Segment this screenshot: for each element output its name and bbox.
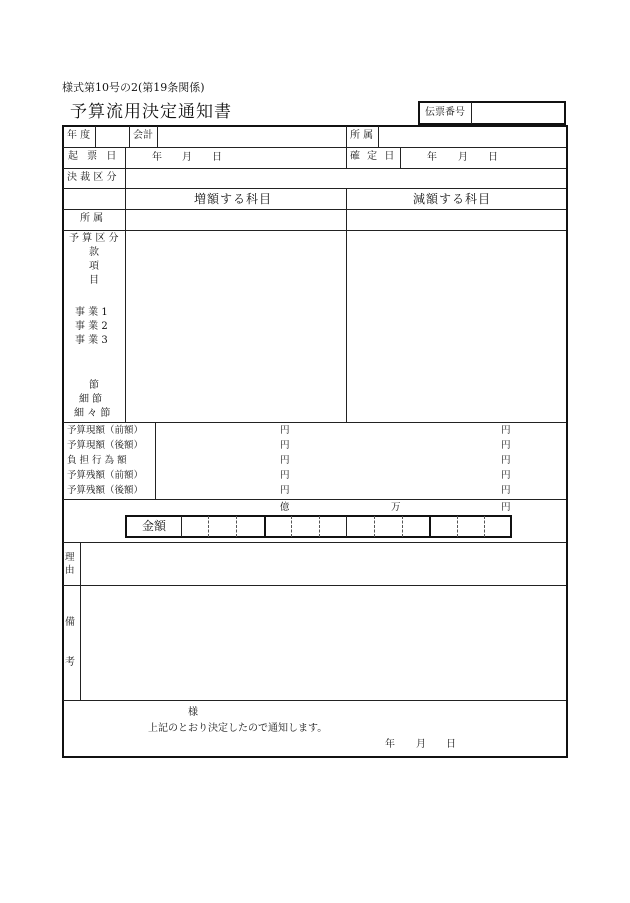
kakuteibi-nen: 年 <box>427 152 437 163</box>
saisetsu-label: 細 節 <box>79 394 103 405</box>
kihyobi-nen: 年 <box>152 152 162 163</box>
notice-tsuki: 月 <box>416 739 426 750</box>
yen-unit: 円 <box>280 455 290 466</box>
riyu-label: 由 <box>65 565 75 576</box>
jigyo3-label: 事 業 3 <box>75 335 108 346</box>
kihyobi-tsuki: 月 <box>182 152 192 163</box>
yen-unit: 円 <box>501 425 511 436</box>
jigyo1-label: 事 業 1 <box>75 307 108 318</box>
kingaku-label: 金額 <box>142 519 167 533</box>
jigyo2-label: 事 業 2 <box>75 321 108 332</box>
yen-unit: 円 <box>280 425 290 436</box>
kakuteibi-hi: 日 <box>488 152 498 163</box>
kihyobi-field[interactable] <box>126 149 345 167</box>
saisaisetsu-label: 細 々 節 <box>74 408 111 419</box>
yen-unit: 円 <box>280 485 290 496</box>
biko-field[interactable] <box>81 586 565 699</box>
kakuteibi-field[interactable] <box>401 149 565 167</box>
amount-row-label: 予算現額（後額） <box>67 440 144 451</box>
kessai-kubun-label: 決 裁 区 分 <box>67 172 117 183</box>
form-title: 予算流用決定通知書 <box>70 102 232 122</box>
voucher-number-label: 伝票番号 <box>425 107 465 118</box>
form-style-note: 様式第10号の2(第19条関係) <box>62 81 205 94</box>
kou-label: 項 <box>89 261 99 272</box>
notice-text: 上記のとおり決定したので通知します。 <box>148 723 328 734</box>
yen-unit: 円 <box>501 470 511 481</box>
sama-label: 様 <box>188 707 198 718</box>
riyu-field[interactable] <box>81 543 565 584</box>
yen-unit: 円 <box>501 440 511 451</box>
kan-label: 款 <box>89 247 99 258</box>
decrease-amounts-field[interactable] <box>347 423 565 498</box>
moku-label: 目 <box>89 275 99 286</box>
notice-nen: 年 <box>385 739 395 750</box>
kakuteibi-label: 確 定 日 <box>350 151 397 162</box>
shozoku2-label: 所 属 <box>80 213 104 224</box>
oku-unit: 億 <box>280 502 290 513</box>
amount-row-label: 予算残額（前額） <box>67 470 144 481</box>
yen-unit: 円 <box>501 485 511 496</box>
decrease-budget-items-field[interactable] <box>347 231 565 421</box>
increase-shozoku-field[interactable] <box>126 210 345 229</box>
yen-unit: 円 <box>501 455 511 466</box>
riyu-label: 理 <box>65 552 75 563</box>
voucher-number-field[interactable] <box>473 103 563 123</box>
yen-unit: 円 <box>280 440 290 451</box>
yosan-kubun-label: 予 算 区 分 <box>69 233 119 244</box>
yen-unit: 円 <box>501 502 511 513</box>
decrease-header: 減額する科目 <box>413 192 492 206</box>
decrease-shozoku-field[interactable] <box>347 210 565 229</box>
amount-row-label: 予算現額（前額） <box>67 425 144 436</box>
notice-hi: 日 <box>446 739 456 750</box>
amount-row-label: 予算残額（後額） <box>67 485 144 496</box>
increase-amounts-field[interactable] <box>156 423 345 498</box>
amount-row-label: 負 担 行 為 額 <box>67 455 127 466</box>
yen-unit: 円 <box>280 470 290 481</box>
increase-header: 増額する科目 <box>194 192 273 206</box>
biko-label: 備 <box>65 617 75 628</box>
kakuteibi-tsuki: 月 <box>458 152 468 163</box>
kihyobi-hi: 日 <box>212 152 222 163</box>
shozoku-label: 所 属 <box>350 130 374 141</box>
increase-budget-items-field[interactable] <box>126 231 345 421</box>
nendo-field[interactable] <box>96 127 128 146</box>
biko-label: 考 <box>65 657 75 668</box>
setsu-label: 節 <box>89 380 99 391</box>
kihyobi-label: 起 票 日 <box>68 151 120 162</box>
kingaku-digits-field[interactable] <box>182 517 510 536</box>
shozoku-field[interactable] <box>379 127 565 146</box>
kaikei-label: 会計 <box>133 130 153 141</box>
nendo-label: 年 度 <box>67 130 91 141</box>
kessai-kubun-field[interactable] <box>126 169 565 187</box>
kaikei-field[interactable] <box>158 127 345 146</box>
man-unit: 万 <box>391 502 401 513</box>
